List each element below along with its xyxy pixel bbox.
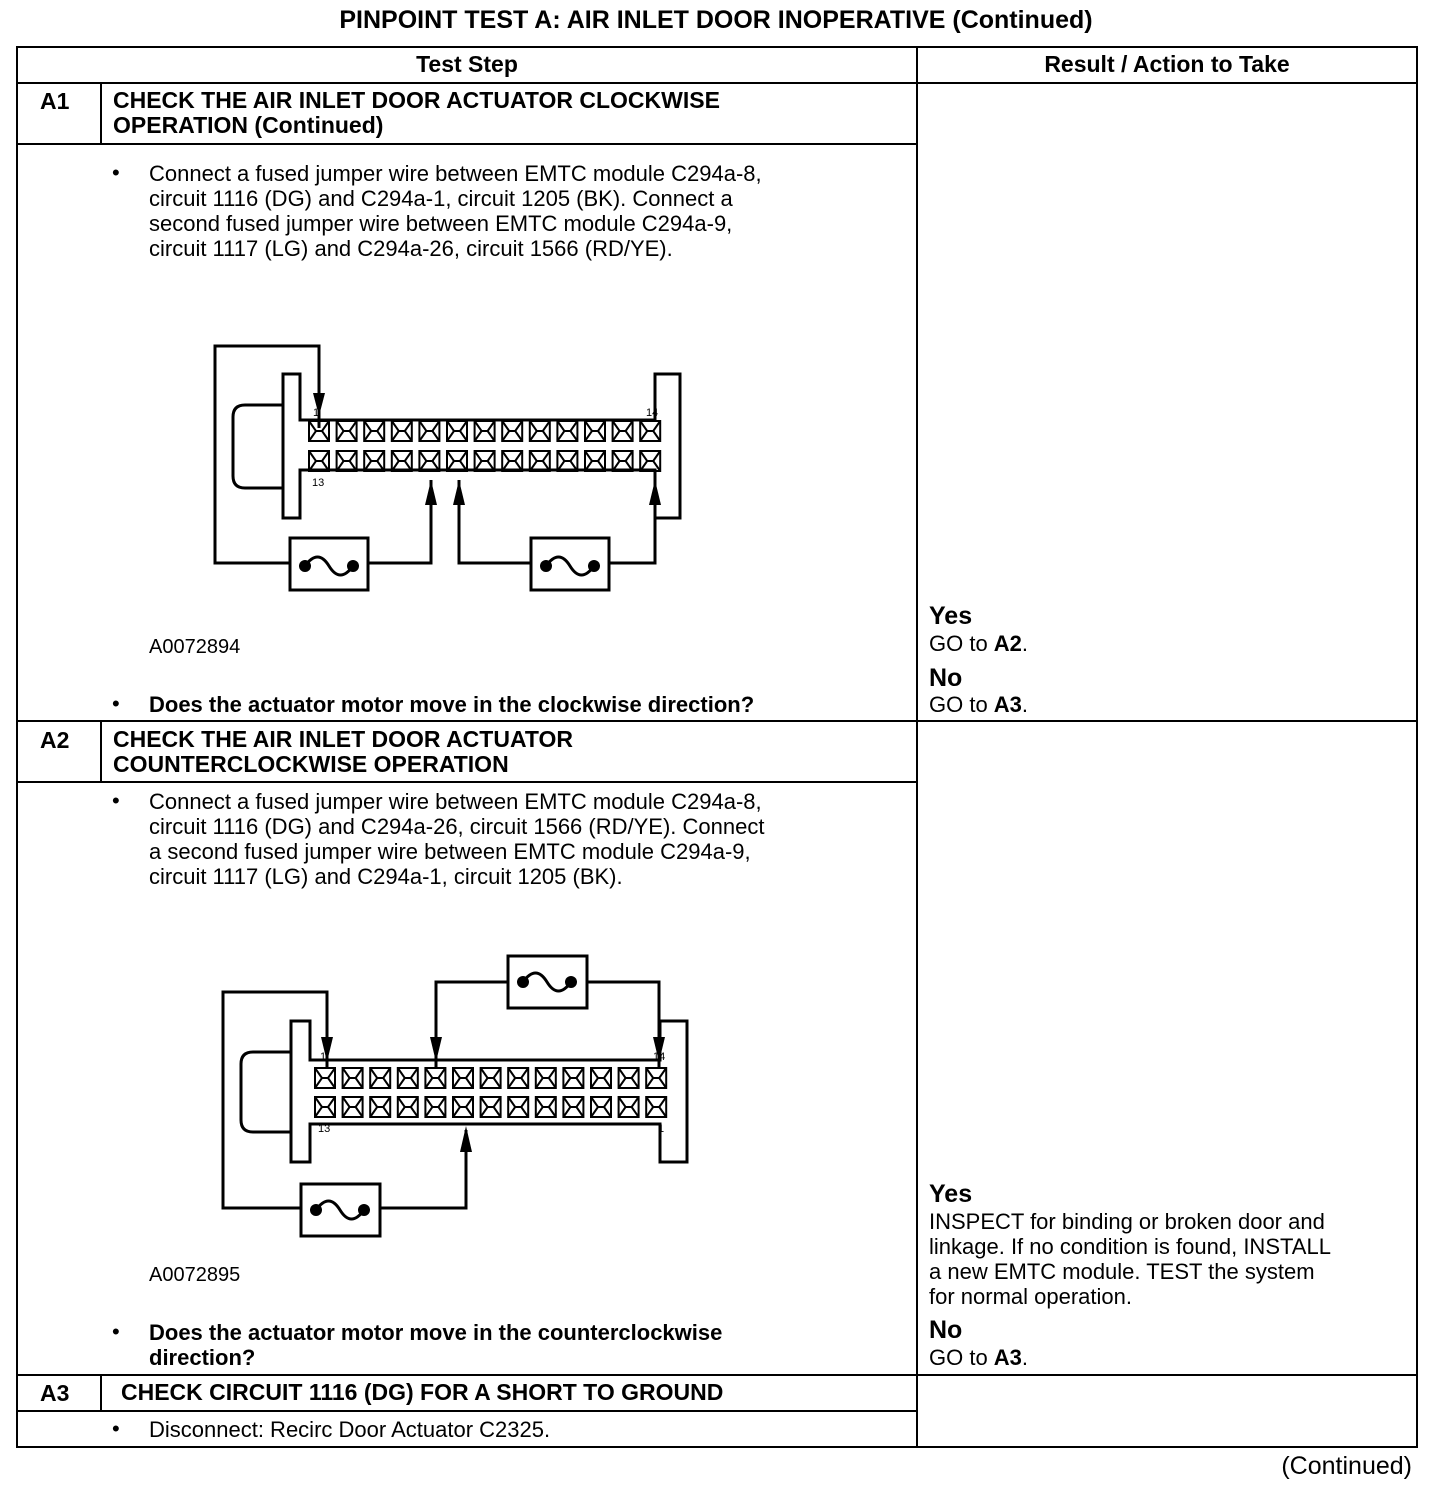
step-id-a3: A3 [40,1380,70,1406]
connector-pin-mark [591,1068,611,1088]
connector-pin-mark [315,1097,335,1117]
connector-pin-mark [315,1068,335,1088]
instr-a2-line1: Connect a fused jumper wire between EMTC module C294a-8, [149,789,762,814]
result-a2-yes-line3: a new EMTC module. TEST the system [929,1259,1315,1284]
connector-pin-mark [453,1097,473,1117]
step-title-a1-line2: OPERATION (Continued) [113,112,384,138]
connector-pin-mark [370,1097,390,1117]
connector-pin-mark [646,1068,666,1088]
result-a1-yes-label: Yes [929,602,973,630]
result-a2-no-action: GO to A3. [929,1345,1029,1370]
result-a2-yes-line1: INSPECT for binding or broken door and [929,1209,1325,1234]
jumper-wire-2 [436,982,508,1068]
result-a1-yes-action: GO to A2. [929,631,1029,656]
step-id-a2: A2 [40,727,70,753]
connector-pin-mark [646,1097,666,1117]
bullet-a2-question: • [112,1319,120,1344]
header-test-step: Test Step [416,51,518,77]
result-a2-no-label: No [929,1316,963,1344]
step-id-a1: A1 [40,88,70,114]
question-a2-line2: direction? [149,1345,256,1370]
connector-latch [241,1052,291,1132]
step-title-a1-line1: CHECK THE AIR INLET DOOR ACTUATOR CLOCKWISE [113,87,720,113]
connector-pin-mark [508,1097,528,1117]
connector-pin-mark [425,1068,445,1088]
fig-a1-label-top-left: 1 [313,407,320,419]
jumper-wire-2b [587,982,659,1068]
bullet-a2-instr: • [112,788,120,813]
connector-pin-mark [563,1097,583,1117]
instr-a1-line3: second fused jumper wire between EMTC module C294a-9, [149,211,733,236]
figure-id-a1: A0072894 [149,636,241,658]
connector-pin-mark [563,1068,583,1088]
jumper-wire-1b [380,1130,466,1208]
connector-pin-mark [481,1097,501,1117]
fig-a2-label-top-right: 14 [653,1051,666,1063]
connector-pin-mark [536,1068,556,1088]
result-a1-no-label: No [929,664,963,692]
bullet-a1-question: • [112,691,120,716]
fig-a1-label-top-right: 14 [646,407,659,419]
instr-a1-line4: circuit 1117 (LG) and C294a-26, circuit 1566 (RD/YE). [149,236,673,261]
connector-pin-mark [591,1097,611,1117]
bullet-a1-instr: • [112,160,120,185]
question-a1: Does the actuator motor move in the clockwise direction? [149,692,755,717]
instr-a2-line4: circuit 1117 (LG) and C294a-1, circuit 1205 (BK). [149,864,623,889]
instr-a3: Disconnect: Recirc Door Actuator C2325. [149,1417,551,1442]
instr-a1-line2: circuit 1116 (DG) and C294a-1, circuit 1205 (BK). Connect a [149,186,733,211]
fig-a2-label-bottom-right: 1 [658,1123,665,1135]
connector-pin-mark [398,1068,418,1088]
continued-footer: (Continued) [1281,1452,1412,1480]
step-title-a2-line2: COUNTERCLOCKWISE OPERATION [113,751,509,777]
fig-a2-label-bottom-left: 13 [318,1123,331,1135]
connector-pin-mark [343,1097,363,1117]
result-a1-no-action: GO to A3. [929,692,1029,717]
instr-a2-line2: circuit 1116 (DG) and C294a-26, circuit 1566 (RD/YE). Connect [149,814,765,839]
result-a2-yes-line4: for normal operation. [929,1284,1132,1309]
fig-a1-label-bottom-left: 13 [312,477,325,489]
step-title-a3: CHECK CIRCUIT 1116 (DG) FOR A SHORT TO GROUND [121,1379,724,1405]
instr-a1-line1: Connect a fused jumper wire between EMTC module C294a-8, [149,161,762,186]
result-a2-yes-line2: linkage. If no condition is found, INSTALL [929,1234,1331,1259]
connector-pin-mark [453,1068,473,1088]
bullet-a3-instr: • [112,1416,120,1441]
connector-pin-mark [619,1097,639,1117]
connector-housing [291,1021,687,1162]
connector-pin-mark [619,1068,639,1088]
connector-pin-mark [398,1097,418,1117]
instr-a2-line3: a second fused jumper wire between EMTC module C294a-9, [149,839,751,864]
connector-pin-mark [343,1068,363,1088]
figure-id-a2: A0072895 [149,1264,241,1286]
connector-pin-mark [536,1097,556,1117]
fig-a2-label-top-left: 1 [320,1051,327,1063]
result-a2-yes-label: Yes [929,1180,973,1208]
connector-pin-mark [481,1068,501,1088]
header-result: Result / Action to Take [1044,51,1290,77]
connector-pin-mark [370,1068,390,1088]
step-title-a2-line1: CHECK THE AIR INLET DOOR ACTUATOR [113,726,573,752]
connector-pin-mark [508,1068,528,1088]
page-title: PINPOINT TEST A: AIR INLET DOOR INOPERATIVE (Continued) [339,6,1093,34]
connector-pin-mark [425,1097,445,1117]
question-a2-line1: Does the actuator motor move in the counterclockwise [149,1320,723,1345]
